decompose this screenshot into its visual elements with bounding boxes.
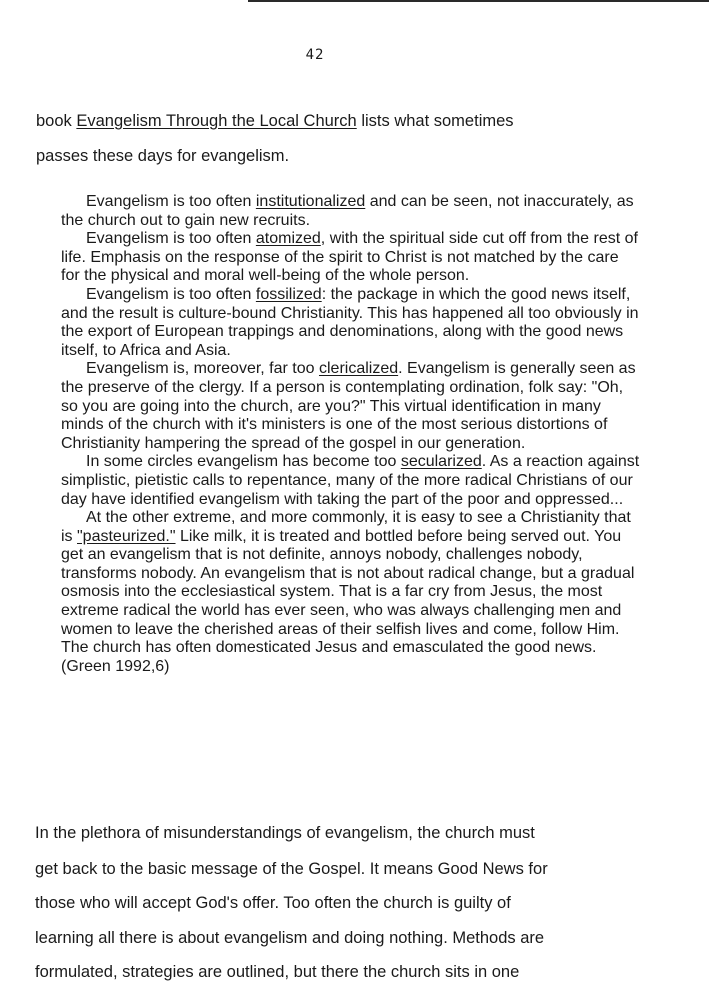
intro-line-1 <box>36 111 514 131</box>
quote-term: "pasteurized." <box>77 527 176 545</box>
book-title: Evangelism Through the Local Church <box>76 112 357 130</box>
quote-text: Evangelism is too often <box>86 193 256 210</box>
top-border-line <box>248 0 709 2</box>
quote-text: , with the spiritual side cut off from the rest of life. Emphasis on the response of the spirit to Christ is not matched by the care for the physical and moral well-being of the whole person. <box>61 230 638 285</box>
quote-text: At the other extreme, and more commonly, it is easy to see a Christianity that is <box>61 509 631 545</box>
quote-paragraph-atomized <box>61 230 641 286</box>
quote-text: and can be seen, not inaccurately, as the church out to gain new recruits. <box>61 193 634 229</box>
intro-line-2: passes these days for evangelism. <box>36 147 290 165</box>
quote-term: clericalized <box>318 360 399 378</box>
quote-text: . As a reaction against simplistic, pietistic calls to repentance, many of the more radical Christians of our day have identified evangelism with taking the part of the poor and oppressed... <box>61 453 640 508</box>
closing-line-4: learning all there is about evangelism and doing nothing. Methods are <box>35 929 545 947</box>
quote-text: Evangelism is too often <box>86 230 256 248</box>
quote-text: Like milk, it is treated and bottled before being served out. You get an evangelism that is not definite, annoys nobody, challenges nobody, transforms nobody. An evangelism that is not about radical change, but a gradual osmosis into the ecclesiastical system. That is a far cry from Jesus, the most extreme radical the world has ever seen, who was always challenging men and women to leave the cherished areas of their selfish lives and come, follow Him. The church has often domesticated Jesus and emasculated the good news. (Green 1992,6) <box>61 527 635 675</box>
closing-line-5: formulated, strategies are outlined, but there the church sits in one <box>35 963 520 981</box>
block-quote <box>61 193 641 676</box>
closing-line-3: those who will accept God's offer. Too often the church is guilty of <box>35 894 511 912</box>
quote-term: atomized <box>255 230 321 248</box>
closing-line-2: get back to the basic message of the Gospel. It means Good News for <box>35 860 548 878</box>
quote-text: In some circles evangelism has become too <box>86 453 401 471</box>
quote-text: Evangelism is, moreover, far too <box>86 360 319 378</box>
quote-term: institutionalized <box>255 193 366 210</box>
intro-line-1-pre: book <box>36 112 77 130</box>
quote-paragraph-institutionalized <box>61 193 641 230</box>
closing-line-1: In the plethora of misunderstandings of evangelism, the church must <box>35 824 535 842</box>
quote-term: secularized <box>400 453 482 471</box>
intro-line-1-post: lists what sometimes <box>356 112 514 130</box>
page-number: 42 <box>305 47 325 63</box>
quote-text: : the package in which the good news itself, and the result is culture-bound Christianity. This has happened all too obviously in the export of European trappings and denominations, along with the good news itself, to Africa and Asia. <box>61 285 639 359</box>
quote-text: . Evangelism is generally seen as the preserve of the clergy. If a person is contemplating ordination, folk say: "Oh, so you are going into the church, are you?" This virtual identification in many minds of the church with it's ministers is one of the most serious distortions of Christianity hampering the spread of the gospel in our generation. <box>61 360 636 452</box>
quote-paragraph-clericalized <box>61 360 641 453</box>
quote-text: Evangelism is too often <box>86 285 256 303</box>
quote-term: fossilized <box>255 285 322 303</box>
quote-paragraph-secularized <box>61 453 641 509</box>
quote-paragraph-pasteurized <box>61 509 641 676</box>
quote-paragraph-fossilized <box>61 286 641 360</box>
